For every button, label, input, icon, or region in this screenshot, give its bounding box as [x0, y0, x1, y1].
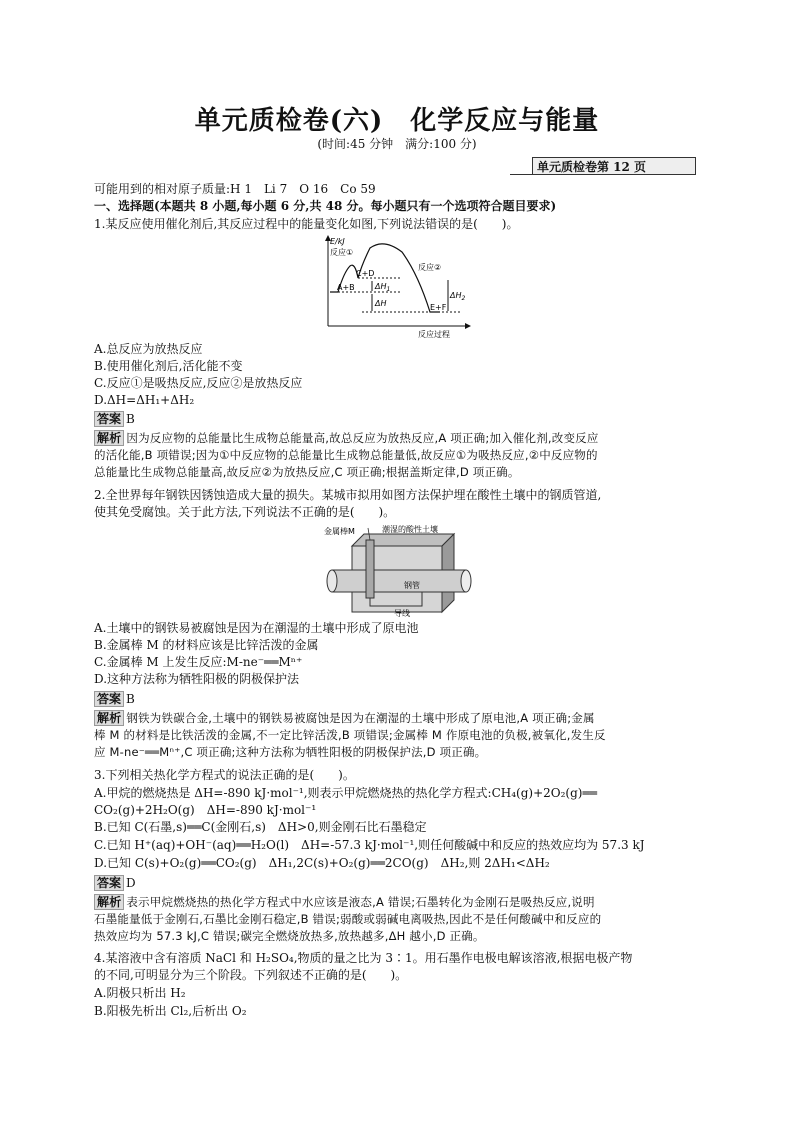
- label-ab: A+B: [337, 283, 355, 292]
- label-rod: 金属棒M: [324, 527, 355, 536]
- q1-stem: 1.某反应使用催化剂后,其反应过程中的能量变化如图,下列说法错误的是( )。: [94, 217, 519, 231]
- q1-energy-diagram: [322, 234, 472, 340]
- tag-underline: [510, 174, 532, 175]
- q3-option-a-2: CO₂(g)+2H₂O(g) ΔH=-890 kJ·mol⁻¹: [94, 803, 317, 817]
- page-subtitle: (时间:45 分钟 满分:100 分): [317, 137, 477, 151]
- label-pipe: 钢管: [404, 581, 420, 590]
- q1-option-c: C.反应①是吸热反应,反应②是放热反应: [94, 376, 303, 390]
- analysis-badge: 解析: [94, 894, 124, 910]
- page-tag: 单元质检卷第 12 页: [532, 157, 696, 175]
- answer-badge: 答案: [94, 411, 124, 427]
- atomic-masses: 可能用到的相对原子质量:H 1 Li 7 O 16 Co 59: [94, 182, 376, 196]
- analysis-badge: 解析: [94, 710, 124, 726]
- analysis-badge: 解析: [94, 430, 124, 446]
- label-dh: ΔH: [375, 299, 387, 308]
- label-cd: C+D: [356, 269, 375, 278]
- label-ef: E+F: [430, 303, 447, 312]
- q1-option-d: D.ΔH=ΔH₁+ΔH₂: [94, 393, 195, 407]
- answer-value: B: [126, 412, 135, 426]
- metal-rod: [366, 540, 374, 598]
- q1-analysis: 解析 因为反应物的总能量比生成物总能量高,故总反应为放热反应,A 项正确;加入催化剂,改变反应 的活化能,B 项错误;因为①中反应物的总能量比生成物总能量低,故反应①为吸热反应,②中反应物的 总能量比生成物总能量高,故反应②为放热反应,C 项正确;根据盖斯定律,D 项正确。: [94, 431, 599, 479]
- q2-pipe-diagram: [322, 524, 472, 618]
- q3-analysis: 解析 表示甲烷燃烧热的热化学方程式中水应该是液态,A 错误;石墨转化为金刚石是吸热反应,说明 石墨能量低于金刚石,石墨比金刚石稳定,B 错误;弱酸或弱碱电离吸热,因此不是任何酸碱中和反应的 热效应均为 57.3 kJ,C 错误;碳完全燃烧放热多,放热越多,ΔH 越小,D 正确。: [94, 895, 602, 943]
- q2-analysis: 解析 钢铁为铁碳合金,土壤中的钢铁易被腐蚀是因为在潮湿的土壤中形成了原电池,A 项正确;金属 棒 M 的材料是比铁活泼的金属,不一定比锌活泼,B 项错误;金属棒 M 作原电池的负极,被氧化,发生反 应 M-ne⁻══Mⁿ⁺,C 项正确;这种方法称为牺牲阳极的阴极保护法,D 项正确。: [94, 711, 606, 759]
- q2-option-d: D.这种方法称为牺牲阳极的阴极保护法: [94, 672, 300, 686]
- answer-value: B: [126, 692, 135, 706]
- label-reaction1: 反应①: [330, 248, 354, 257]
- q1-option-b: B.使用催化剂后,活化能不变: [94, 359, 243, 373]
- q3-stem: 3.下列相关热化学方程式的说法正确的是( )。: [94, 768, 355, 782]
- label-wire: 导线: [394, 609, 410, 618]
- q4-stem-1: 4.某溶液中含有溶质 NaCl 和 H₂SO₄,物质的量之比为 3∶1。用石墨作电极电解该溶液,根据电极产物: [94, 951, 633, 965]
- section-heading: 一、选择题(本题共 8 小题,每小题 6 分,共 48 分。每小题只有一个选项符合题目要求): [94, 199, 557, 213]
- label-reaction2: 反应②: [418, 263, 442, 272]
- steel-pipe: [332, 570, 466, 592]
- q1-answer: [94, 411, 135, 428]
- q2-stem-1: 2.全世界每年钢铁因锈蚀造成大量的损失。某城市拟用如图方法保护埋在酸性土壤中的钢质管道,: [94, 488, 602, 502]
- pipe-end-left: [327, 570, 337, 592]
- q2-option-b: B.金属棒 M 的材料应该是比锌活泼的金属: [94, 638, 319, 652]
- q2-answer: [94, 691, 135, 708]
- q3-option-b: B.已知 C(石墨,s)══C(金刚石,s) ΔH>0,则金刚石比石墨稳定: [94, 820, 427, 834]
- q2-option-a: A.土壤中的钢铁易被腐蚀是因为在潮湿的土壤中形成了原电池: [94, 621, 419, 635]
- answer-value: D: [126, 876, 136, 890]
- q3-option-d: D.已知 C(s)+O₂(g)══CO₂(g) ΔH₁,2C(s)+O₂(g)══2CO(g) ΔH₂,则 2ΔH₁<ΔH₂: [94, 856, 550, 870]
- q4-stem-2: 的不同,可明显分为三个阶段。下列叙述不正确的是( )。: [94, 968, 408, 982]
- answer-badge: 答案: [94, 875, 124, 891]
- q3-option-c: C.已知 H⁺(aq)+OH⁻(aq)══H₂O(l) ΔH=-57.3 kJ·mol⁻¹,则任何酸碱中和反应的热效应均为 57.3 kJ: [94, 838, 645, 852]
- q4-option-a: A.阴极只析出 H₂: [94, 986, 186, 1000]
- label-dh1: $\Delta H_1$: [375, 282, 391, 293]
- q3-option-a-1: A.甲烷的燃烧热是 ΔH=-890 kJ·mol⁻¹,则表示甲烷燃烧热的热化学方程式:CH₄(g)+2O₂(g)══: [94, 786, 597, 800]
- label-dh2: $\Delta H_2$: [450, 291, 466, 302]
- label-soil: 潮湿的酸性土壤: [382, 525, 438, 534]
- q2-stem-2: 使其免受腐蚀。关于此方法,下列说法不正确的是( )。: [94, 505, 396, 519]
- y-label: E/kJ: [330, 237, 345, 246]
- q1-option-a: A.总反应为放热反应: [94, 342, 203, 356]
- x-label: 反应过程: [418, 330, 450, 339]
- answer-badge: 答案: [94, 691, 124, 707]
- pipe-end-right: [461, 570, 471, 592]
- page-title: 单元质检卷(六) 化学反应与能量: [194, 106, 600, 136]
- q2-option-c: C.金属棒 M 上发生反应:M-ne⁻══Mⁿ⁺: [94, 655, 303, 669]
- q4-option-b: B.阳极先析出 Cl₂,后析出 O₂: [94, 1004, 247, 1018]
- q3-answer: [94, 875, 136, 892]
